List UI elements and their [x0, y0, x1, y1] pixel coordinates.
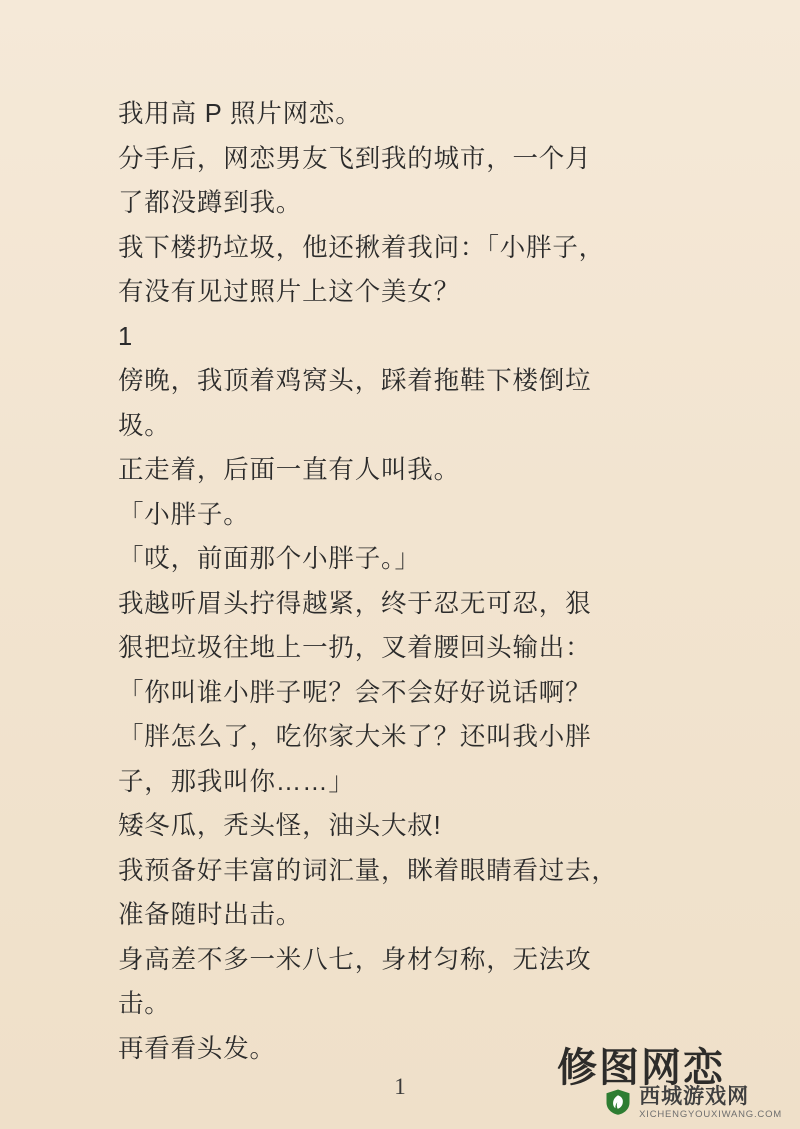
- brand-name: 西城游戏网: [639, 1084, 750, 1108]
- text-line: 矮冬瓜，秃头怪，油头大叔!: [118, 812, 442, 840]
- text-line: 分手后，网恋男友飞到我的城市，一个月: [118, 144, 592, 173]
- text-line: 狠把垃圾往地上一扔，叉着腰回头输出：: [118, 634, 592, 662]
- text-line: 了都没蹲到我。: [118, 189, 303, 217]
- text-line: 我预备好丰富的词汇量，眯着眼睛看过去，: [118, 856, 618, 885]
- text-line: 准备随时出击。: [118, 901, 303, 929]
- text-line: 正走着，后面一直有人叫我。: [118, 456, 460, 484]
- text-line: 再看看头发。: [118, 1034, 276, 1063]
- text-line: 我越听眉头拧得越紧，终于忍无可忍，狠: [118, 589, 592, 618]
- story-text-block: [118, 92, 690, 1071]
- text-line: 我用高 P 照片网恋。: [118, 100, 362, 128]
- text-line: 身高差不多一米八七，身材匀称，无法攻: [118, 945, 592, 974]
- text-line: 圾。: [118, 411, 171, 440]
- watermark-title: 修图网恋: [557, 1046, 725, 1090]
- text-line: 「哎，前面那个小胖子。」: [118, 545, 421, 573]
- shield-leaf-icon: [604, 1088, 632, 1116]
- text-line: 我下楼扔垃圾，他还揪着我问：「小胖子，: [118, 233, 605, 262]
- page-number: 1: [394, 1074, 406, 1099]
- text-line: 「胖怎么了，吃你家大米了？还叫我小胖: [118, 723, 592, 751]
- section-number: 1: [118, 322, 133, 351]
- text-line: 傍晚，我顶着鸡窝头，踩着拖鞋下楼倒垃: [118, 367, 592, 395]
- brand-url: XICHENGYOUXIWANG.COM: [639, 1108, 782, 1120]
- text-line: 子，那我叫你……」: [118, 767, 355, 796]
- brand-text: [639, 1086, 782, 1120]
- brand-watermark: [604, 1086, 782, 1120]
- text-line: 有没有见过照片上这个美女？: [118, 278, 460, 306]
- text-line: 「你叫谁小胖子呢？会不会好好说话啊？: [118, 678, 592, 707]
- text-line: 击。: [118, 990, 171, 1018]
- text-line: 「小胖子。: [118, 500, 250, 529]
